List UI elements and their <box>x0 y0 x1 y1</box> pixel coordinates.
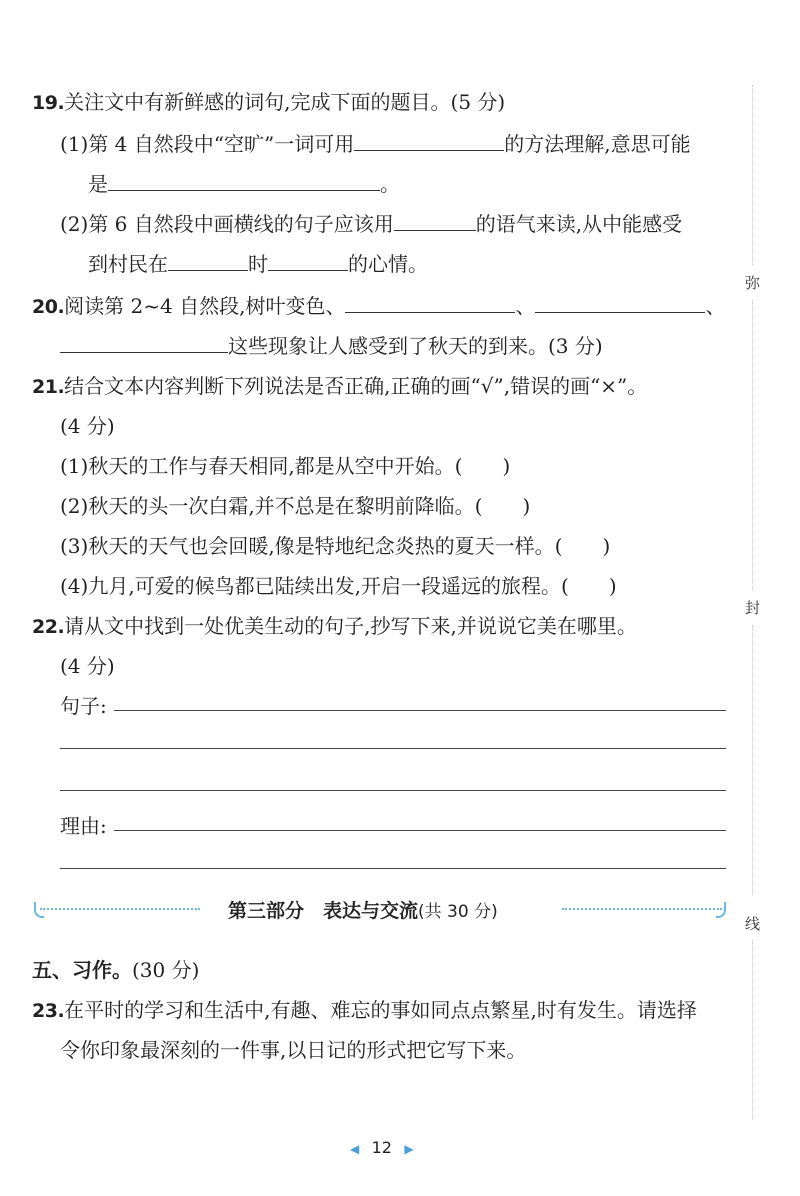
text: 的心情。 <box>348 252 428 276</box>
answer-blank[interactable] <box>60 336 228 353</box>
answer-blank[interactable] <box>168 254 248 271</box>
binding-line-top <box>752 85 753 265</box>
question-19-part-1 <box>60 128 691 157</box>
section-3-title <box>228 896 498 923</box>
part-score: (30 分) <box>132 958 200 982</box>
question-22-score: (4 分) <box>60 654 115 678</box>
reason-answer-line-2[interactable] <box>60 868 726 869</box>
section-title-text: 第三部分 表达与交流 <box>228 900 419 922</box>
question-21-stem <box>32 370 647 399</box>
part-title: 五、习作。 <box>32 958 132 982</box>
text: 、 <box>705 294 726 318</box>
question-21-score: (4 分) <box>60 414 115 438</box>
question-number: 21. <box>32 376 65 398</box>
answer-blank[interactable] <box>268 254 348 271</box>
answer-blank[interactable] <box>394 214 476 231</box>
page-number: 12 <box>371 1138 392 1157</box>
answer-blank[interactable] <box>354 134 504 151</box>
question-number: 19. <box>32 92 65 114</box>
question-21-item-1[interactable]: (1)秋天的工作与春天相同,都是从空中开始。( ) <box>60 454 511 478</box>
text: 的语气来读,从中能感受 <box>475 212 683 236</box>
question-text: 请从文中找到一处优美生动的句子,抄写下来,并说说它美在哪里。 <box>64 614 637 638</box>
text: (2)第 6 自然段中画横线的句子应该用 <box>60 212 394 236</box>
text: 这些现象让人感受到了秋天的到来。(3 分) <box>228 334 603 358</box>
question-21-item-3[interactable]: (3)秋天的天气也会回暖,像是特地纪念炎热的夏天一样。( ) <box>60 534 611 558</box>
section-divider-right <box>562 908 722 910</box>
question-19-part-2 <box>60 208 682 237</box>
question-number: 23. <box>32 1000 65 1022</box>
question-22-stem <box>32 610 637 639</box>
text: 是 <box>88 172 108 196</box>
text: 阅读第 2~4 自然段,树叶变色、 <box>64 294 346 318</box>
question-19-stem <box>32 86 505 115</box>
text: (1)第 4 自然段中“空旷”一词可用 <box>60 132 355 156</box>
answer-blank[interactable] <box>535 296 705 313</box>
sentence-label: 句子: <box>60 694 107 718</box>
page-footer <box>350 1134 414 1158</box>
reason-label: 理由: <box>60 814 107 838</box>
question-21-item-4[interactable]: (4)九月,可爱的候鸟都已陆续出发,开启一段遥远的旅程。( ) <box>60 574 617 598</box>
sentence-answer-line-2[interactable] <box>60 748 726 749</box>
text: 。 <box>380 172 400 196</box>
binding-line-bottom <box>752 940 753 1120</box>
question-23-cont: 令你印象最深刻的一件事,以日记的形式把它写下来。 <box>60 1038 527 1062</box>
binding-line-mid <box>752 300 753 590</box>
text: 时 <box>248 252 268 276</box>
question-text: 结合文本内容判断下列说法是否正确,正确的画“√”,错误的画“×”。 <box>64 374 648 398</box>
reason-answer-line-1[interactable] <box>114 830 726 831</box>
section-divider-right-cap <box>716 902 726 918</box>
question-number: 20. <box>32 296 65 318</box>
question-number: 22. <box>32 616 65 638</box>
answer-blank[interactable] <box>108 174 380 191</box>
question-20-cont <box>60 330 603 359</box>
sentence-answer-line-3[interactable] <box>60 790 726 791</box>
question-text: 关注文中有新鲜感的词句,完成下面的题目。(5 分) <box>64 90 506 114</box>
next-triangle-icon: ▶ <box>404 1142 414 1156</box>
binding-line-lower <box>752 625 753 895</box>
section-divider-left <box>40 908 200 910</box>
section-score: (共 30 分) <box>418 902 498 922</box>
answer-blank[interactable] <box>345 296 515 313</box>
section-divider-left-cap <box>34 902 44 918</box>
question-19-part-1-cont <box>88 168 400 197</box>
binding-char-mi: 弥 <box>745 274 761 292</box>
prev-triangle-icon: ◀ <box>350 1142 360 1156</box>
text: 的方法理解,意思可能 <box>504 132 691 156</box>
question-20 <box>32 290 725 319</box>
text: 、 <box>515 294 536 318</box>
binding-char-feng: 封 <box>745 599 761 617</box>
question-23 <box>32 994 697 1023</box>
binding-char-xian: 线 <box>745 915 761 933</box>
part-5-heading <box>32 954 199 983</box>
question-19-part-2-cont <box>88 248 428 277</box>
question-text: 在平时的学习和生活中,有趣、难忘的事如同点点繁星,时有发生。请选择 <box>64 998 697 1022</box>
question-21-item-2[interactable]: (2)秋天的头一次白霜,并不总是在黎明前降临。( ) <box>60 494 531 518</box>
text: 到村民在 <box>88 252 168 276</box>
sentence-answer-line-1[interactable] <box>114 710 726 711</box>
